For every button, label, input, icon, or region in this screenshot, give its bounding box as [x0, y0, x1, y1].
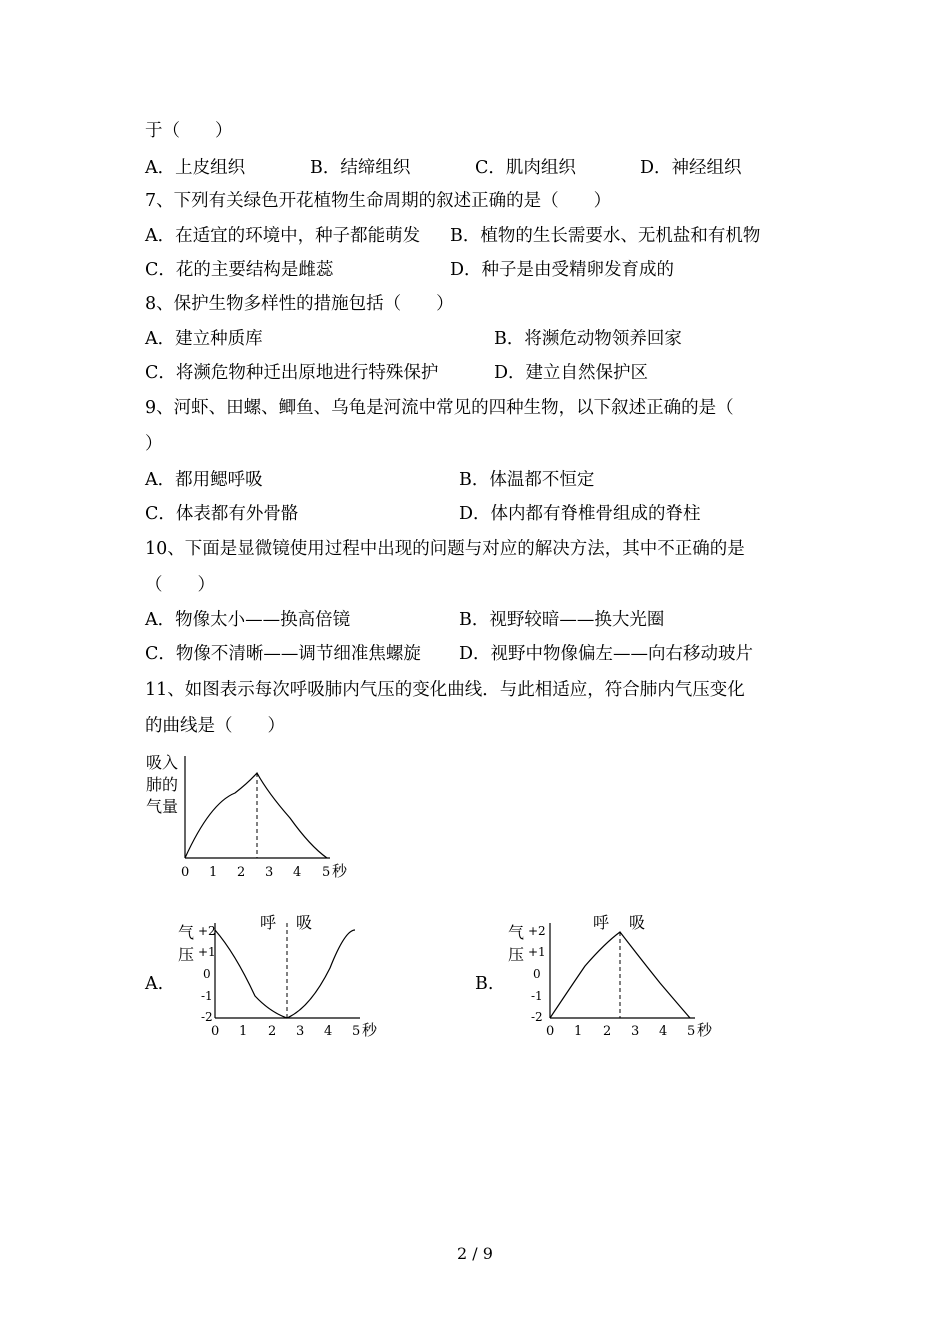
inhale-label: 吸	[629, 913, 646, 932]
q9-option-c: C．体表都有外骨骼	[145, 504, 299, 524]
x-tick-0: 0	[181, 865, 190, 880]
q9-option-b: B．体温都不恒定	[459, 470, 595, 490]
x-tick-1: 1	[574, 1024, 583, 1039]
q8-stem: 8、保护生物多样性的措施包括（ ）	[145, 294, 454, 314]
y-tick-plus1: +1	[528, 945, 546, 959]
q9-option-d: D．体内都有脊椎骨组成的脊柱	[459, 504, 701, 524]
y-tick-minus1: -1	[531, 989, 543, 1003]
x-tick-0: 0	[211, 1024, 220, 1039]
y-axis-label-line1: 吸入	[146, 753, 179, 772]
q7-option-c: C．花的主要结构是雌蕊	[145, 260, 334, 280]
q7-option-b: B．植物的生长需要水、无机盐和有机物	[450, 226, 761, 246]
air-volume-curve	[185, 773, 327, 858]
x-tick-3: 3	[631, 1024, 640, 1039]
y-tick-plus2: +2	[198, 924, 216, 938]
x-tick-2: 2	[237, 865, 246, 880]
y-tick-0: 0	[203, 967, 211, 981]
q9-stem: 9、河虾、田螺、鲫鱼、乌龟是河流中常见的四种生物，以下叙述正确的是（	[145, 398, 734, 418]
q7-option-d: D．种子是由受精卵发育成的	[450, 260, 675, 280]
q11-option-b-label: B.	[475, 974, 494, 994]
q11-stem-continuation: 的曲线是（ ）	[145, 716, 285, 736]
y-tick-minus1: -1	[201, 989, 213, 1003]
x-tick-3: 3	[296, 1024, 305, 1039]
figure-lung-air-volume	[140, 748, 360, 888]
y-axis-label-line1: 气	[178, 923, 195, 942]
x-tick-0: 0	[546, 1024, 555, 1039]
q9-option-a: A．都用鳃呼吸	[145, 470, 263, 490]
q11-stem: 11、如图表示每次呼吸肺内气压的变化曲线．与此相适应，符合肺内气压变化	[145, 680, 745, 700]
exhale-label: 呼	[260, 913, 277, 932]
q8-option-a: A．建立种质库	[145, 329, 263, 349]
y-tick-plus1: +1	[198, 945, 216, 959]
page-number: 2 / 9	[457, 1244, 493, 1263]
q10-option-c: C．物像不清晰——调节细准焦螺旋	[145, 644, 421, 664]
q8-option-b: B．将濒危动物领养回家	[494, 329, 682, 349]
x-tick-5: 5	[322, 865, 331, 880]
y-axis-label-line1: 气	[508, 923, 525, 942]
exhale-label: 呼	[593, 913, 610, 932]
x-unit: 秒	[362, 1021, 378, 1039]
x-unit: 秒	[332, 862, 348, 880]
inhale-label: 吸	[296, 913, 313, 932]
x-tick-2: 2	[603, 1024, 612, 1039]
q10-option-b: B．视野较暗——换大光圈	[459, 610, 665, 630]
q10-option-a: A．物像太小——换高倍镜	[145, 610, 351, 630]
y-axis-label-line3: 气量	[146, 797, 179, 816]
y-axis-label-line2: 压	[178, 945, 195, 964]
x-tick-4: 4	[293, 865, 302, 880]
q7-option-a: A．在适宜的环境中，种子都能萌发	[145, 226, 421, 246]
q6-stem-continuation: 于（ ）	[145, 121, 233, 141]
figure-option-a	[170, 908, 390, 1043]
q8-option-d: D．建立自然保护区	[494, 363, 649, 383]
q6-option-c: C．肌肉组织	[475, 158, 576, 178]
q10-option-d: D．视野中物像偏左——向右移动玻片	[459, 644, 754, 664]
x-unit: 秒	[697, 1021, 713, 1039]
y-axis-label-line2: 压	[508, 945, 525, 964]
y-tick-minus2: -2	[531, 1010, 543, 1024]
q6-option-d: D．神经组织	[640, 158, 742, 178]
y-axis-label-line2: 肺的	[146, 775, 179, 794]
x-tick-5: 5	[352, 1024, 361, 1039]
x-tick-5: 5	[687, 1024, 696, 1039]
q6-option-a: A．上皮组织	[145, 158, 246, 178]
y-tick-minus2: -2	[201, 1010, 213, 1024]
figure-option-b	[505, 908, 725, 1043]
q10-stem-continuation: （ ）	[145, 575, 215, 595]
x-tick-3: 3	[265, 865, 274, 880]
x-tick-1: 1	[239, 1024, 248, 1039]
q11-option-a-label: A.	[145, 974, 164, 994]
x-tick-4: 4	[324, 1024, 333, 1039]
q10-stem: 10、下面是显微镜使用过程中出现的问题与对应的解决方法，其中不正确的是	[145, 539, 745, 559]
x-tick-1: 1	[209, 865, 218, 880]
q6-option-b: B．结缔组织	[310, 158, 411, 178]
y-tick-0: 0	[533, 967, 541, 981]
q7-stem: 7、下列有关绿色开花植物生命周期的叙述正确的是（ ）	[145, 191, 612, 211]
x-tick-4: 4	[659, 1024, 668, 1039]
q9-stem-continuation: ）	[145, 434, 163, 454]
q8-option-c: C．将濒危物种迁出原地进行特殊保护	[145, 363, 439, 383]
x-tick-2: 2	[268, 1024, 277, 1039]
y-tick-plus2: +2	[528, 924, 546, 938]
pressure-curve	[215, 930, 355, 1018]
